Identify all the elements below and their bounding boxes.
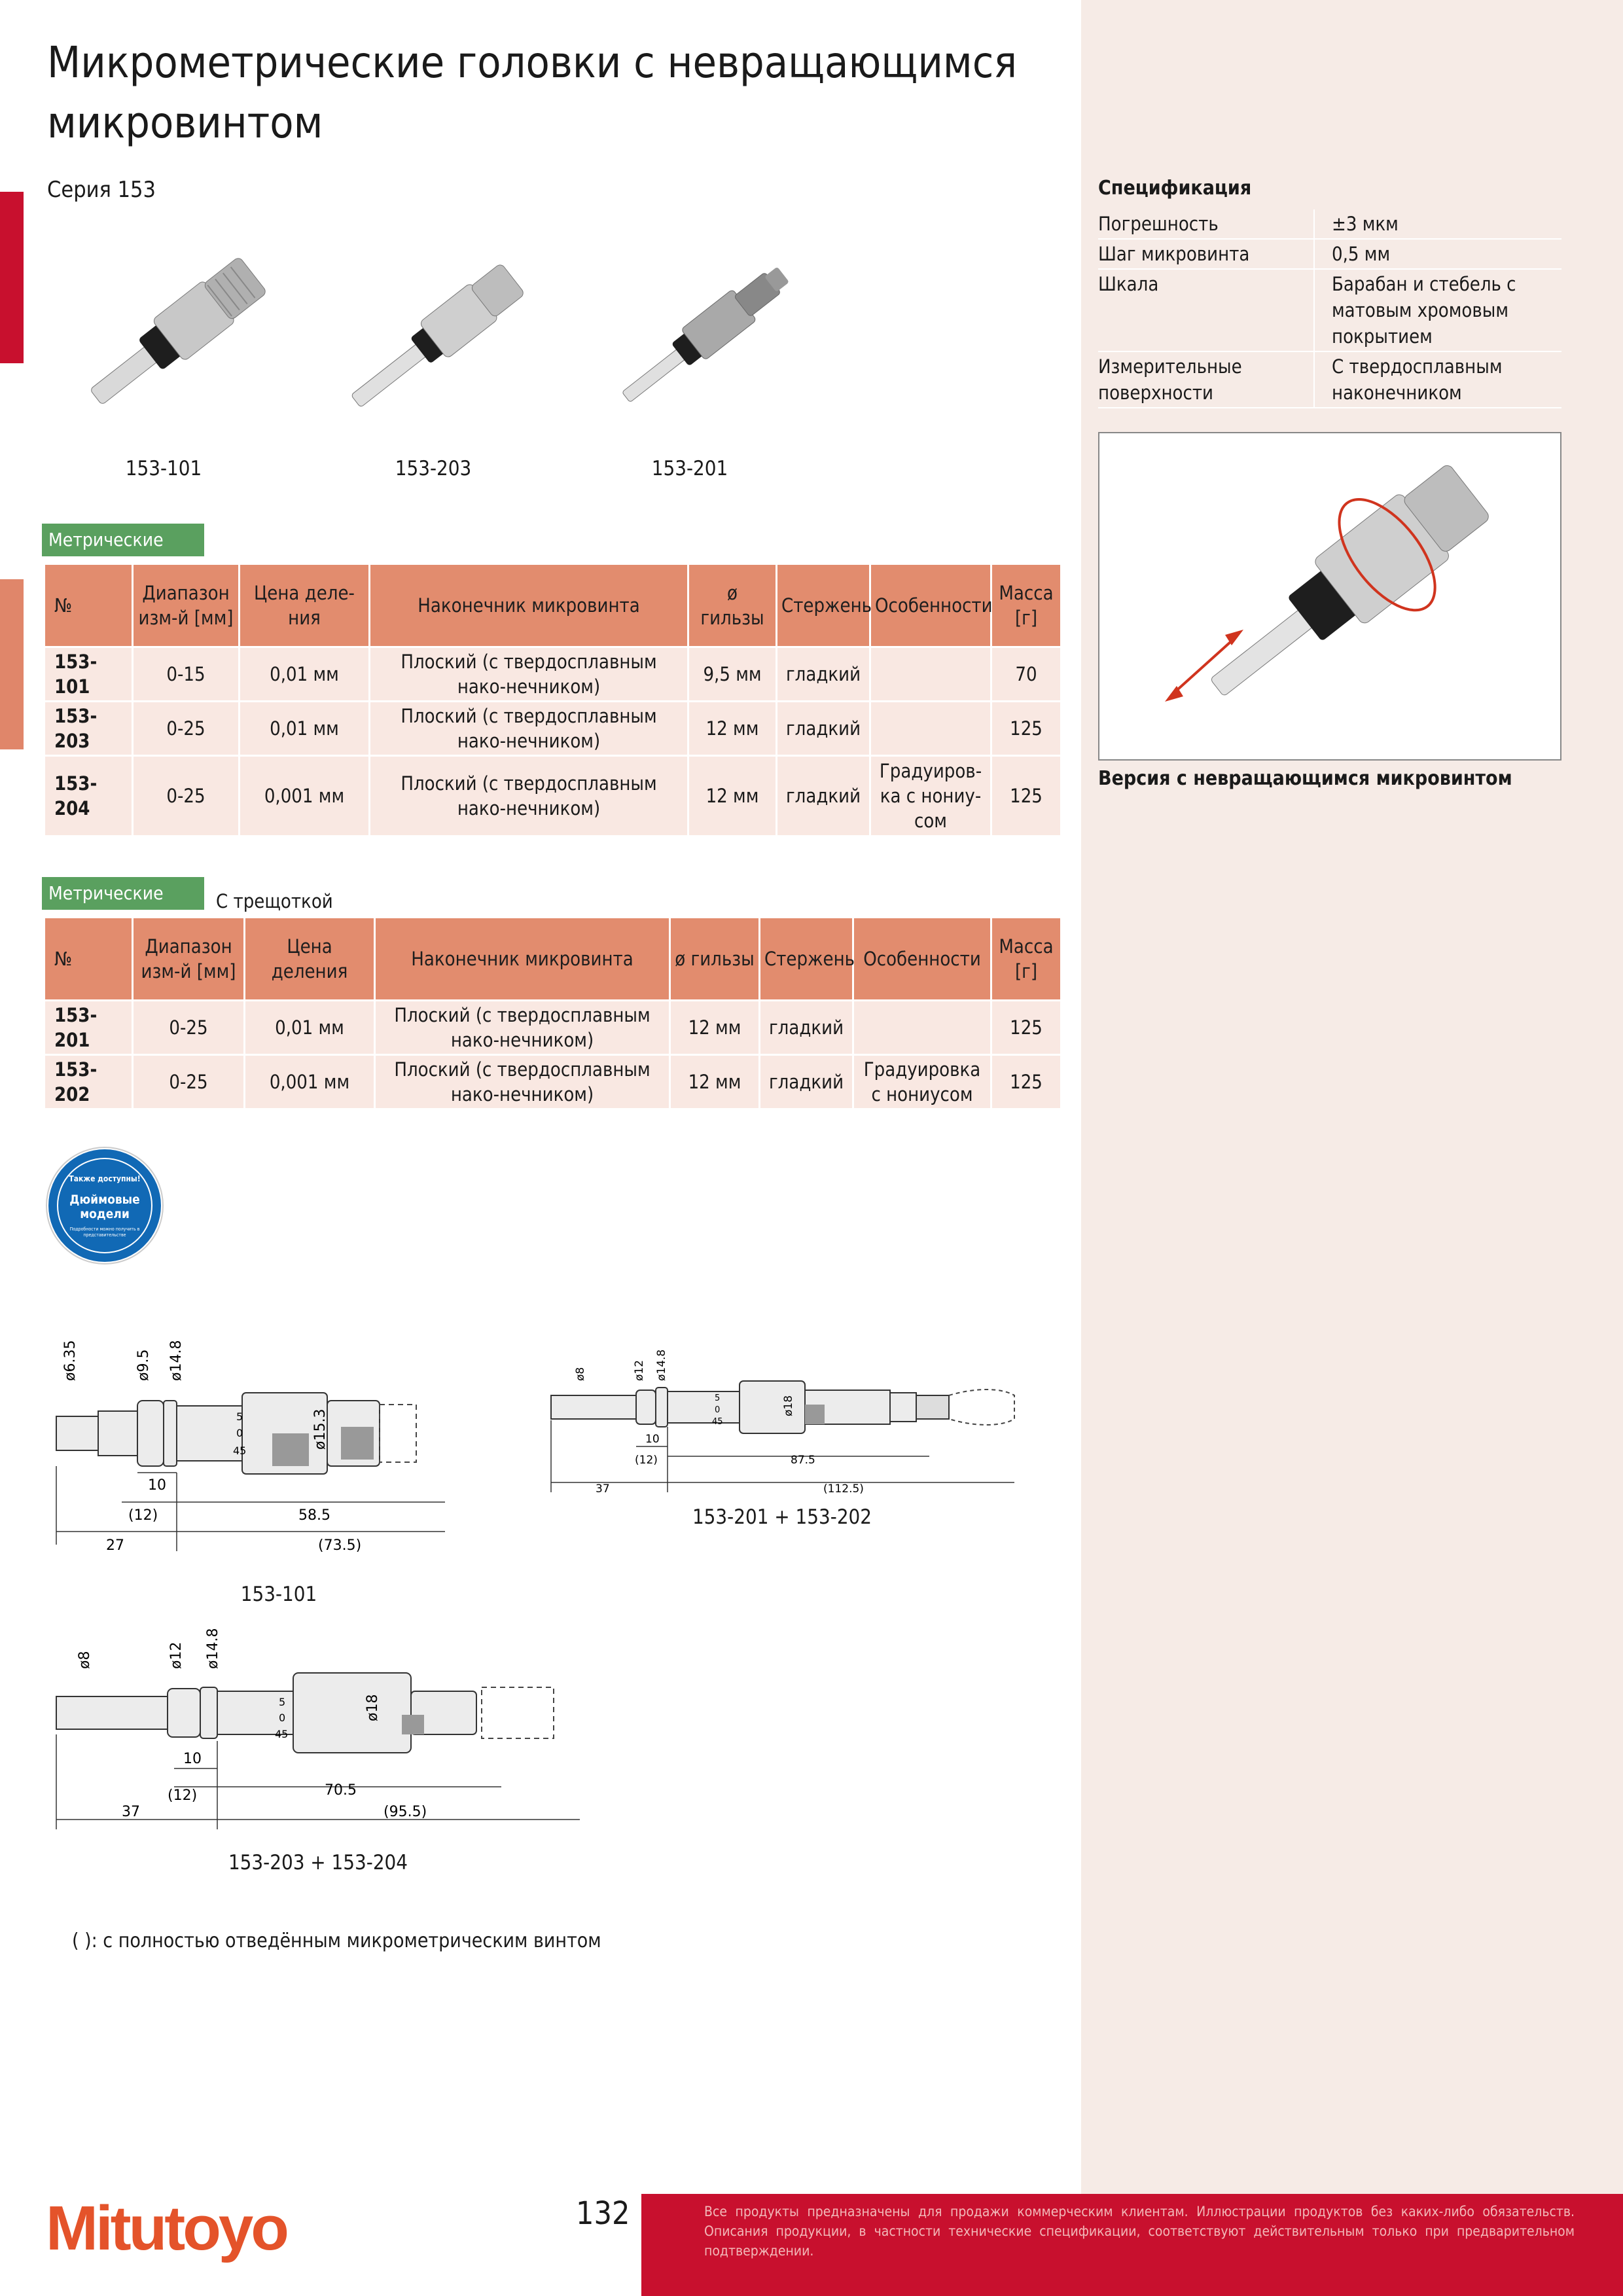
micrometer-rotation-illustration [1099, 433, 1560, 759]
header-cell: Особенности [854, 918, 990, 999]
model-number-cell: 153-201 [45, 1001, 132, 1054]
table-cell: 125 [992, 757, 1060, 835]
table-cell: 0,01 мм [245, 1001, 374, 1054]
inch-models-badge [47, 1148, 162, 1263]
dim-diameter-label: ø12 [633, 1359, 646, 1381]
spec-heading: Спецификация [1098, 177, 1252, 200]
table-cell [871, 648, 990, 700]
table-cell: Плоский (с твердосплавным нако-нечником) [376, 1056, 669, 1108]
dim-diameter-label: ø14.8 [205, 1628, 221, 1669]
dim-length-label: 10 [645, 1433, 660, 1446]
dim-length-label: (112.5) [823, 1482, 864, 1496]
spec-row [1098, 269, 1561, 351]
models-table-metric [43, 563, 1062, 837]
dimension-drawing-153-203 [43, 1623, 593, 1846]
footnote: ( ): с полностью отведённым микрометрическим винтом [72, 1929, 601, 1952]
table-cell: 70 [992, 648, 1060, 700]
technical-drawing [43, 1623, 593, 1846]
table-cell: 9,5 мм [689, 648, 776, 700]
badge-top-text: Также доступны! [69, 1174, 141, 1183]
badge-main-text: Дюймовые модели [69, 1193, 140, 1221]
table-cell: 125 [992, 1001, 1060, 1054]
header-cell: Стержень [777, 565, 869, 646]
mitutoyo-logo: Mitutoyo [46, 2193, 287, 2263]
dim-length-label: 27 [106, 1537, 124, 1554]
dim-diameter-label: ø14.8 [168, 1340, 185, 1381]
table-cell: 12 мм [689, 757, 776, 835]
dim-length-label: (12) [128, 1507, 158, 1524]
model-number-cell: 153-203 [45, 702, 132, 755]
table-cell: Градуиров-ка с нониу-сом [871, 757, 990, 835]
table-cell: 0-25 [134, 702, 238, 755]
table-row [45, 648, 1060, 700]
table-cell [854, 1001, 990, 1054]
table-cell: 12 мм [689, 702, 776, 755]
table-cell: 12 мм [671, 1001, 758, 1054]
spec-row [1098, 209, 1561, 239]
table-subtitle: С трещоткой [216, 890, 333, 912]
header-cell: Наконечник микровинта [376, 918, 669, 999]
dim-diameter-label: ø14.8 [655, 1349, 668, 1381]
table-cell: гладкий [777, 757, 869, 835]
micrometer-head-image [569, 236, 812, 458]
dim-diameter-label: ø15.3 [312, 1408, 329, 1450]
table-row [45, 702, 1060, 755]
header-cell: Наконечник микровинта [370, 565, 687, 646]
spec-value: 0,5 мм [1314, 239, 1561, 269]
dim-diameter-label: ø18 [782, 1395, 795, 1416]
dim-length-label: 70.5 [325, 1782, 357, 1799]
series-label: Серия 153 [47, 177, 156, 203]
table-cell: гладкий [760, 1001, 852, 1054]
models-table-ratchet [43, 916, 1062, 1110]
product-caption: 153-201 [651, 457, 728, 480]
header-cell: Цена деления [245, 918, 374, 999]
spec-row [1098, 239, 1561, 269]
dim-length-label: 87.5 [791, 1454, 815, 1467]
header-cell: Масса [г] [992, 565, 1060, 646]
table-cell: 0,01 мм [240, 648, 368, 700]
dimension-drawing-153-201 [543, 1335, 1021, 1499]
table-cell: 0-25 [134, 1001, 243, 1054]
scale-mark: 45 [275, 1728, 289, 1740]
header-cell: Диапазон изм-й [мм] [134, 565, 238, 646]
spec-key: Шаг микровинта [1098, 239, 1314, 269]
dim-length-label: (95.5) [383, 1804, 427, 1820]
dim-diameter-label: ø8 [77, 1651, 93, 1669]
badge-bottom-text: Подробности можно получить в представительстве [69, 1227, 140, 1238]
header-cell: № [45, 918, 132, 999]
technical-drawing [43, 1335, 514, 1571]
table-cell [871, 702, 990, 755]
dim-length-label: (73.5) [318, 1537, 362, 1554]
product-image-153-201 [569, 236, 812, 461]
micrometer-head-image [39, 236, 281, 458]
table-cell: 0,001 мм [240, 757, 368, 835]
scale-mark: 45 [712, 1417, 723, 1427]
table-cell: Плоский (с твердосплавным нако-нечником) [370, 648, 687, 700]
table-cell: 0,001 мм [245, 1056, 374, 1108]
table-cell: 0-25 [134, 757, 238, 835]
technical-drawing [543, 1335, 1021, 1499]
table-cell: 125 [992, 1056, 1060, 1108]
dimension-drawing-153-101 [43, 1335, 514, 1571]
table-cell: 125 [992, 702, 1060, 755]
dim-diameter-label: ø9.5 [135, 1349, 152, 1381]
metric-tag: Метрические [42, 524, 204, 556]
dim-length-label: (12) [168, 1787, 198, 1804]
scale-mark: 5 [236, 1410, 243, 1423]
product-caption: 153-203 [395, 457, 472, 480]
dim-length-label: 37 [122, 1804, 140, 1820]
table-cell: 0-25 [134, 1056, 243, 1108]
micrometer-head-image [304, 236, 546, 458]
spec-row [1098, 351, 1561, 408]
header-cell: Стержень [760, 918, 852, 999]
page-number: 132 [576, 2195, 630, 2232]
scale-mark: 5 [715, 1393, 721, 1403]
table-row [45, 1056, 1060, 1108]
table-cell: гладкий [777, 702, 869, 755]
table-header-row [45, 918, 1060, 999]
dim-length-label: 37 [596, 1482, 610, 1496]
table-cell: гладкий [777, 648, 869, 700]
spec-key: Шкала [1098, 269, 1314, 351]
spec-value: Барабан и стебель с матовым хромовым покрытием [1314, 269, 1561, 351]
dim-diameter-label: ø8 [574, 1367, 587, 1381]
product-image-153-101 [39, 236, 281, 461]
header-cell: ø гильзы [689, 565, 776, 646]
scale-mark: 45 [233, 1444, 247, 1457]
dim-length-label: 58.5 [298, 1507, 330, 1524]
table-header-row [45, 565, 1060, 646]
table-cell: 0,01 мм [240, 702, 368, 755]
dim-diameter-label: ø6.35 [62, 1340, 79, 1381]
header-cell: ø гильзы [671, 918, 758, 999]
table-row [45, 757, 1060, 835]
model-number-cell: 153-204 [45, 757, 132, 835]
table-cell: Плоский (с твердосплавным нако-нечником) [370, 702, 687, 755]
header-cell: Особенности [871, 565, 990, 646]
dim-length-label: 10 [183, 1751, 202, 1767]
header-cell: Масса [г] [992, 918, 1060, 999]
red-edge-marker [0, 192, 24, 363]
footer-disclaimer: Все продукты предназначены для продажи коммерческим клиентам. Иллюстрации продуктов без каких-либо обязательств. Описания продукции, в частности технические спецификации, соответствуют действительным только при предварительном подтверждении. [704, 2204, 1575, 2259]
table-cell: Градуировка с нониусом [854, 1056, 990, 1108]
table-cell: Плоский (с твердосплавным нако-нечником) [370, 757, 687, 835]
header-cell: № [45, 565, 132, 646]
drawing-caption: 153-101 [240, 1583, 317, 1606]
page-title: Микрометрические головки с невращающимся микровинтом [47, 37, 1018, 148]
scale-mark: 0 [236, 1427, 243, 1439]
spec-key: Погрешность [1098, 209, 1314, 239]
metric-tag: Метрические [42, 877, 204, 910]
product-image-153-203 [304, 236, 546, 461]
salmon-edge-marker [0, 579, 24, 749]
model-number-cell: 153-101 [45, 648, 132, 700]
header-cell: Диапазон изм-й [мм] [134, 918, 243, 999]
scale-mark: 0 [279, 1712, 286, 1724]
dim-diameter-label: ø12 [168, 1641, 185, 1669]
spec-value: ±3 мкм [1314, 209, 1561, 239]
photo-caption: Версия с невращающимся микровинтом [1098, 767, 1512, 790]
scale-mark: 0 [715, 1405, 721, 1415]
scale-mark: 5 [279, 1696, 286, 1708]
dim-length-label: (12) [635, 1454, 658, 1467]
product-caption: 153-101 [125, 457, 202, 480]
table-cell: гладкий [760, 1056, 852, 1108]
header-cell: Цена деле-ния [240, 565, 368, 646]
model-number-cell: 153-202 [45, 1056, 132, 1108]
spec-value: С твердосплавным наконечником [1314, 351, 1561, 408]
dim-length-label: 10 [148, 1477, 166, 1494]
table-cell: 0-15 [134, 648, 238, 700]
table-cell: 12 мм [671, 1056, 758, 1108]
spec-key: Измерительные поверхности [1098, 351, 1314, 408]
table-row [45, 1001, 1060, 1054]
drawing-caption: 153-203 + 153-204 [228, 1851, 408, 1874]
drawing-caption: 153-201 + 153-202 [692, 1505, 872, 1529]
table-cell: Плоский (с твердосплавным нако-нечником) [376, 1001, 669, 1054]
dim-diameter-label: ø18 [365, 1694, 381, 1721]
spec-table [1098, 209, 1561, 408]
non-rotating-spindle-photo [1098, 432, 1561, 761]
